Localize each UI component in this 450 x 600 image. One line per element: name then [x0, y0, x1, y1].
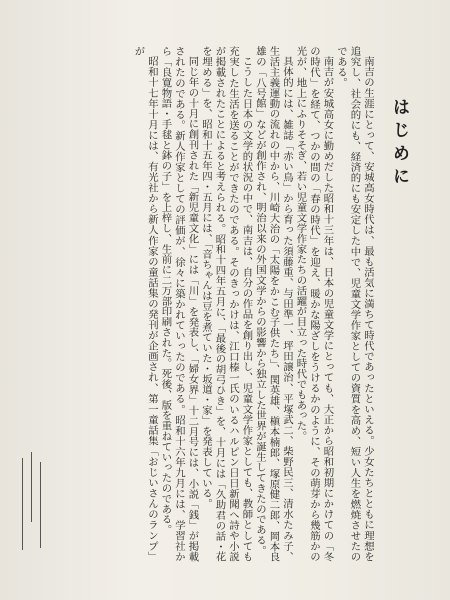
paragraph: 南吉の生涯にとって、安城高女時代は、最も活気に満ちて時代であったといえる。少女たちとともに理想を追究し、社会的にも、経済的にも安定した中で、児童文学作家としての資質を高め、短い人生を燃焼させたのである。 [335, 46, 374, 562]
paragraph: 昭和十七年十月には、有光社から新人作家の童話集の発刊が企画され、第一童話集「おじいさんのランプ」が [132, 46, 158, 562]
margin-mark [40, 462, 41, 548]
paragraph: 具体的には、雑誌「赤い鳥」から育った須藤重、与田準一、坪田譲治、平塚武二、柴野民三、清水たみ子、生活主義運動の流れの中から、川崎大治の「太陽をかこむ子供たち」、関英雄、槇本楠郎、塚原健二郎、岡本良雄の「八号館」などが創作され、明治以来の外国文学からの影響から独立した世界が誕生してきたのである。 [254, 46, 293, 562]
margin-marks [18, 452, 48, 552]
paragraph: 南吉が安城高女に勤めだした昭和十三年は、日本の児童文学にとっても、大正から昭和初期にかけての「冬の時代」を経て、つかの間の「春の時代」を迎え、暖かな陽ざしをうけるかのように、その萌芽から幾筋かの光が、地上にふりそそぎ、若い児童文学作家たちの活躍が目立った時代でもあった。 [294, 46, 334, 562]
paragraph: こうした日本の文学的状況の中で、南吉は、自分の作品を創り出し、児童文学作家としても、教師としても充実した生活を送ることができたのである。そのきっかけは、江口榛一氏のいるハルピン日日新聞へ詩や小説が掲載されたことによると考えられる。昭和十四年五月に、「最後の胡弓ひき」を、十月には「久助君の話・花を埋める」を、昭和十五年四・五月には、「音ちゃんは豆を煮ていた・坂道・家」を発表している。 [200, 46, 253, 562]
margin-mark [22, 458, 23, 550]
chapter-heading: はじめに [389, 98, 409, 190]
margin-mark [31, 452, 32, 522]
paragraph: 同じ年の十月に創刊された「新児童文化」には「川」を発表し、「婦女界」十二月号には、小説「銭」が掲載されたのである。新人作家としての評価が、徐々に築かれていったのである。昭和十六年九月には、学習社から「良寛物語・手毬と鉢の子」を上梓し、生前に二万部印刷された。死後、版を重ねていったのである。 [159, 46, 199, 562]
body-text [58, 46, 374, 562]
